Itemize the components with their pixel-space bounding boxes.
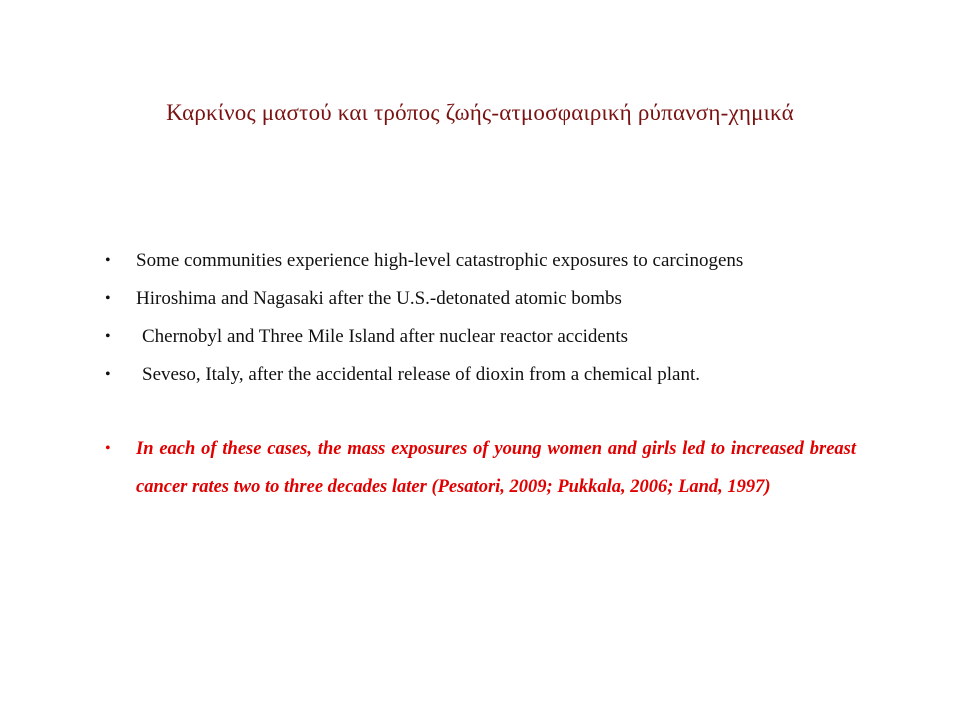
bullet-dot-icon: •: [105, 290, 111, 307]
bullet-item: [100, 242, 856, 280]
bullet-item: [100, 318, 856, 356]
bullet-text: Hiroshima and Nagasaki after the U.S.-detonated atomic bombs: [136, 288, 622, 309]
bullet-dot-icon: •: [105, 440, 111, 457]
bullet-item: [100, 280, 856, 318]
bullet-dot-icon: •: [105, 328, 111, 345]
bullet-text: Chernobyl and Three Mile Island after nuclear reactor accidents: [142, 326, 629, 347]
bullet-dot-icon: •: [105, 252, 111, 269]
slide-title: Καρκίνος μαστού και τρόπος ζωής-ατμοσφαιρική ρύπανση-χημικά: [166, 100, 794, 125]
highlight-bullet-text: In each of these cases, the mass exposures of young women and girls led to increased breast cancer rates two to three decades later (Pesatori, 2009; Pukkala, 2006; Land, 1997): [136, 439, 856, 497]
bullet-text: Seveso, Italy, after the accidental release of dioxin from a chemical plant.: [142, 364, 700, 385]
bullet-dot-icon: •: [105, 366, 111, 383]
bullet-text: Some communities experience high-level catastrophic exposures to carcinogens: [136, 250, 744, 271]
highlight-bullet-item: [100, 430, 856, 506]
bullet-list: [100, 242, 856, 506]
bullet-item: [100, 356, 856, 394]
